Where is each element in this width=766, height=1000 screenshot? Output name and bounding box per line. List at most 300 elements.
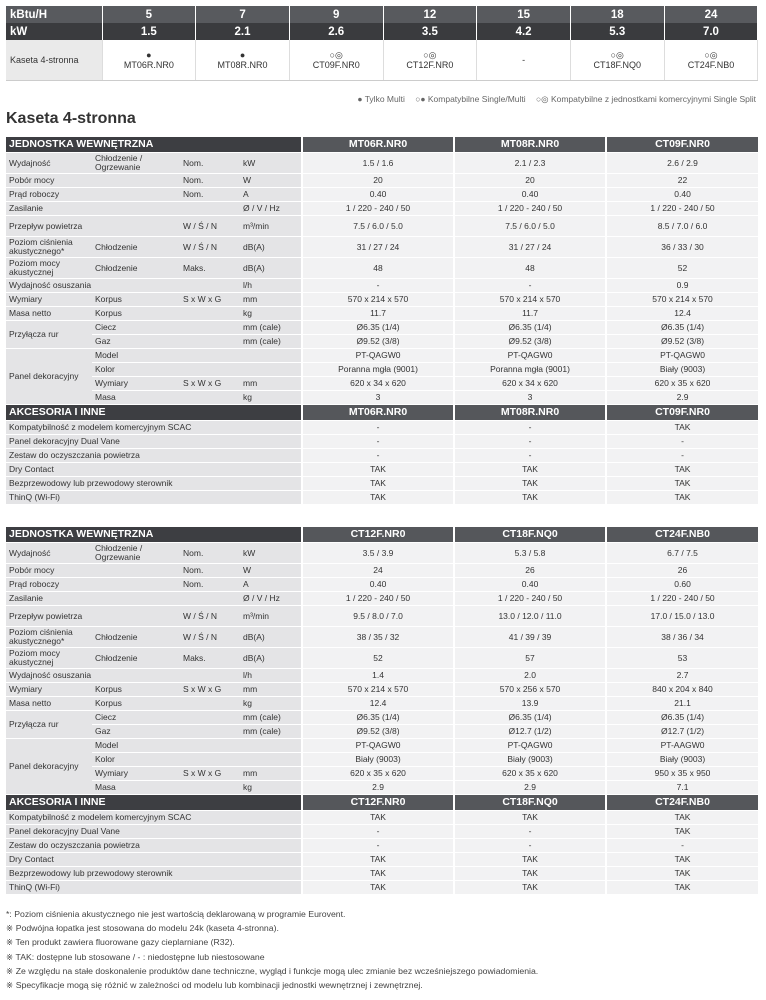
kbtu-value: 15 bbox=[477, 6, 571, 23]
spec-label bbox=[240, 739, 302, 753]
section-title: Kaseta 4-stronna bbox=[6, 110, 136, 127]
spec-value: 1.4 bbox=[302, 669, 454, 683]
spec-value: 840 x 204 x 840 bbox=[606, 683, 758, 697]
spec-label: Korpus bbox=[92, 293, 180, 307]
spec-row bbox=[6, 307, 758, 321]
spec-label: Wydajność osuszania bbox=[6, 669, 92, 683]
accessory-value: TAK bbox=[302, 853, 454, 867]
spec-value: 31 / 27 / 24 bbox=[454, 237, 606, 258]
model-column-header: MT08R.NR0 bbox=[454, 137, 606, 153]
spec-label: mm bbox=[240, 683, 302, 697]
spec-value: Ø6.35 (1/4) bbox=[302, 711, 454, 725]
accessory-value: - bbox=[302, 839, 454, 853]
spec-value: Ø9.52 (3/8) bbox=[606, 335, 758, 349]
kbtu-value: 5 bbox=[102, 6, 196, 23]
spec-label: dB(A) bbox=[240, 648, 302, 669]
accessory-value: TAK bbox=[454, 491, 606, 505]
spec-row bbox=[6, 711, 758, 725]
compat-symbol-icon: ○◎ bbox=[704, 50, 718, 60]
spec-label: Ø / V / Hz bbox=[240, 202, 302, 216]
model-cell bbox=[664, 40, 758, 81]
spec-row bbox=[6, 349, 758, 363]
spec-value: 1 / 220 - 240 / 50 bbox=[454, 202, 606, 216]
spec-label: Chłodzenie / Ogrzewanie bbox=[92, 153, 180, 174]
spec-value: 21.1 bbox=[606, 697, 758, 711]
accessory-value: TAK bbox=[302, 881, 454, 895]
legend-item: ● Tylko Multi bbox=[357, 94, 405, 104]
spec-value: 20 bbox=[454, 174, 606, 188]
footnotes bbox=[6, 907, 758, 992]
spec-value: 570 x 256 x 570 bbox=[454, 683, 606, 697]
spec-label: Nom. bbox=[180, 174, 240, 188]
spec-label: Chłodzenie bbox=[92, 648, 180, 669]
spec-value: 1 / 220 - 240 / 50 bbox=[302, 592, 454, 606]
accessory-value: - bbox=[454, 825, 606, 839]
spec-label: Chłodzenie / Ogrzewanie bbox=[92, 543, 180, 564]
model-cell bbox=[102, 40, 196, 81]
spec-value: Biały (9003) bbox=[454, 753, 606, 767]
spec-label: Chłodzenie bbox=[92, 258, 180, 279]
spec-value: Ø6.35 (1/4) bbox=[302, 321, 454, 335]
kw-value: 1.5 bbox=[102, 23, 196, 40]
compat-symbol-icon: ● bbox=[239, 50, 246, 60]
spec-label bbox=[180, 781, 240, 795]
accessory-value: - bbox=[606, 435, 758, 449]
spec-row bbox=[6, 363, 758, 377]
kbtu-value: 18 bbox=[570, 6, 664, 23]
spec-value: - bbox=[302, 279, 454, 293]
accessory-value: TAK bbox=[302, 463, 454, 477]
spec-label bbox=[92, 592, 180, 606]
model-cell bbox=[289, 40, 383, 81]
spec-value: Biały (9003) bbox=[606, 753, 758, 767]
kw-value: 7.0 bbox=[664, 23, 758, 40]
spec-label bbox=[180, 307, 240, 321]
spec-value: 620 x 34 x 620 bbox=[302, 377, 454, 391]
accessory-row bbox=[6, 463, 758, 477]
spec-value: Ø6.35 (1/4) bbox=[606, 321, 758, 335]
spec-value: 13.0 / 12.0 / 11.0 bbox=[454, 606, 606, 627]
spec-row bbox=[6, 391, 758, 405]
accessories-header-row bbox=[6, 405, 758, 421]
spec-value: 0.9 bbox=[606, 279, 758, 293]
kw-value: 2.6 bbox=[289, 23, 383, 40]
spec-value: 12.4 bbox=[606, 307, 758, 321]
accessory-value: - bbox=[454, 435, 606, 449]
spec-value: 26 bbox=[454, 564, 606, 578]
kbtu-row bbox=[6, 6, 758, 23]
spec-row bbox=[6, 188, 758, 202]
model-cell bbox=[196, 40, 290, 81]
spec-row bbox=[6, 683, 758, 697]
spec-label: mm (cale) bbox=[240, 711, 302, 725]
spec-row bbox=[6, 725, 758, 739]
spec-label: Prąd roboczy bbox=[6, 578, 92, 592]
spec-row bbox=[6, 543, 758, 564]
spec-label bbox=[180, 321, 240, 335]
kbtu-value: 12 bbox=[383, 6, 477, 23]
accessory-value: - bbox=[302, 449, 454, 463]
spec-label: Zasilanie bbox=[6, 592, 92, 606]
spec-row bbox=[6, 578, 758, 592]
spec-row bbox=[6, 767, 758, 781]
spec-value: 0.40 bbox=[454, 578, 606, 592]
spec-label: Chłodzenie bbox=[92, 237, 180, 258]
accessory-label: Bezprzewodowy lub przewodowy sterownik bbox=[6, 477, 302, 491]
spec-label: Przyłącza rur bbox=[6, 711, 92, 739]
model-column-header: CT09F.NR0 bbox=[606, 405, 758, 421]
spec-label: Korpus bbox=[92, 683, 180, 697]
accessory-label: ThinQ (Wi-Fi) bbox=[6, 881, 302, 895]
footnote: ※ TAK: dostępne lub stosowane / - : niedostępne lub niestosowane bbox=[6, 951, 265, 962]
spec-label: W / Ś / N bbox=[180, 216, 240, 237]
indoor-unit-heading: JEDNOSTKA WEWNĘTRZNA bbox=[6, 527, 302, 543]
kbtu-value: 24 bbox=[664, 6, 758, 23]
spec-label: Ciecz bbox=[92, 711, 180, 725]
spec-label bbox=[92, 174, 180, 188]
spec-value: Poranna mgła (9001) bbox=[454, 363, 606, 377]
spec-value: 2.9 bbox=[454, 781, 606, 795]
spec-row bbox=[6, 592, 758, 606]
spec-label: A bbox=[240, 188, 302, 202]
spec-value: 48 bbox=[302, 258, 454, 279]
accessory-label: Dry Contact bbox=[6, 853, 302, 867]
spec-row bbox=[6, 377, 758, 391]
capacity-table bbox=[6, 6, 758, 81]
spec-label bbox=[240, 753, 302, 767]
spec-value: 570 x 214 x 570 bbox=[454, 293, 606, 307]
compatibility-legend bbox=[349, 94, 756, 105]
spec-label: Masa netto bbox=[6, 307, 92, 321]
spec-value: 12.4 bbox=[302, 697, 454, 711]
accessory-value: - bbox=[302, 825, 454, 839]
spec-label bbox=[180, 279, 240, 293]
model-name: CT18F.NQ0 bbox=[593, 60, 642, 70]
spec-label bbox=[180, 202, 240, 216]
accessory-value: - bbox=[454, 839, 606, 853]
spec-value: - bbox=[454, 279, 606, 293]
spec-label: Panel dekoracyjny bbox=[6, 739, 92, 795]
accessory-row bbox=[6, 881, 758, 895]
spec-row bbox=[6, 279, 758, 293]
accessory-value: TAK bbox=[606, 881, 758, 895]
accessory-row bbox=[6, 491, 758, 505]
spec-label: S x W x G bbox=[180, 377, 240, 391]
spec-value: 48 bbox=[454, 258, 606, 279]
spec-value: PT-QAGW0 bbox=[606, 349, 758, 363]
spec-row bbox=[6, 697, 758, 711]
spec-value: 1 / 220 - 240 / 50 bbox=[302, 202, 454, 216]
accessory-value: TAK bbox=[606, 477, 758, 491]
accessory-row bbox=[6, 449, 758, 463]
spec-value: 31 / 27 / 24 bbox=[302, 237, 454, 258]
spec-row bbox=[6, 564, 758, 578]
spec-row bbox=[6, 202, 758, 216]
model-cell bbox=[477, 40, 571, 81]
accessory-value: TAK bbox=[454, 867, 606, 881]
spec-value: 38 / 35 / 32 bbox=[302, 627, 454, 648]
accessory-value: - bbox=[302, 435, 454, 449]
accessory-value: TAK bbox=[606, 825, 758, 839]
spec-label: Nom. bbox=[180, 153, 240, 174]
spec-value: 1.5 / 1.6 bbox=[302, 153, 454, 174]
spec-label bbox=[180, 739, 240, 753]
spec-value: 0.40 bbox=[606, 188, 758, 202]
spec-value: 570 x 214 x 570 bbox=[606, 293, 758, 307]
spec-value: 7.5 / 6.0 / 5.0 bbox=[454, 216, 606, 237]
spec-value: 3 bbox=[454, 391, 606, 405]
kbtu-label: kBtu/H bbox=[6, 6, 102, 23]
accessory-value: TAK bbox=[454, 463, 606, 477]
model-cell bbox=[383, 40, 477, 81]
spec-label: kg bbox=[240, 307, 302, 321]
spec-value: 1 / 220 - 240 / 50 bbox=[606, 202, 758, 216]
accessory-value: - bbox=[606, 839, 758, 853]
spec-row bbox=[6, 753, 758, 767]
kw-label: kW bbox=[6, 23, 102, 40]
kw-value: 4.2 bbox=[477, 23, 571, 40]
spec-label: dB(A) bbox=[240, 258, 302, 279]
model-name: CT24F.NB0 bbox=[687, 60, 735, 70]
spec-value: Biały (9003) bbox=[302, 753, 454, 767]
spec-label: Ø / V / Hz bbox=[240, 592, 302, 606]
kw-value: 3.5 bbox=[383, 23, 477, 40]
spec-label: Wymiary bbox=[6, 293, 92, 307]
spec-label: dB(A) bbox=[240, 627, 302, 648]
footnote: ※ Podwójna łopatka jest stosowana do modelu 24k (kaseta 4-stronna). bbox=[6, 923, 279, 934]
accessory-label: Kompatybilność z modelem komercyjnym SCAC bbox=[6, 811, 302, 825]
spec-label: Poziom mocy akustycznej bbox=[6, 648, 92, 669]
spec-label bbox=[92, 188, 180, 202]
compat-symbol-icon: ○◎ bbox=[423, 50, 437, 60]
spec-value: 11.7 bbox=[302, 307, 454, 321]
spec-value: Ø6.35 (1/4) bbox=[606, 711, 758, 725]
accessory-row bbox=[6, 867, 758, 881]
spec-label: Przyłącza rur bbox=[6, 321, 92, 349]
accessory-label: ThinQ (Wi-Fi) bbox=[6, 491, 302, 505]
spec-label bbox=[92, 216, 180, 237]
spec-value: Ø9.52 (3/8) bbox=[302, 725, 454, 739]
spec-value: 0.60 bbox=[606, 578, 758, 592]
spec-label: W / Ś / N bbox=[180, 606, 240, 627]
spec-label bbox=[180, 711, 240, 725]
spec-value: 52 bbox=[302, 648, 454, 669]
spec-label: S x W x G bbox=[180, 767, 240, 781]
spec-value: 17.0 / 15.0 / 13.0 bbox=[606, 606, 758, 627]
spec-value: Biały (9003) bbox=[606, 363, 758, 377]
spec-label: W bbox=[240, 174, 302, 188]
spec-value: 38 / 36 / 34 bbox=[606, 627, 758, 648]
kw-value: 5.3 bbox=[570, 23, 664, 40]
spec-value: Ø12.7 (1/2) bbox=[454, 725, 606, 739]
spec-value: 26 bbox=[606, 564, 758, 578]
accessory-value: TAK bbox=[606, 867, 758, 881]
spec-row bbox=[6, 781, 758, 795]
spec-label bbox=[92, 606, 180, 627]
spec-label: mm bbox=[240, 767, 302, 781]
accessory-value: TAK bbox=[454, 477, 606, 491]
spec-row bbox=[6, 648, 758, 669]
accessory-value: TAK bbox=[454, 881, 606, 895]
accessory-value: TAK bbox=[302, 811, 454, 825]
spec-table-2 bbox=[6, 527, 758, 895]
spec-label: Pobór mocy bbox=[6, 564, 92, 578]
compat-symbol-icon: ● bbox=[146, 50, 152, 60]
accessory-row bbox=[6, 477, 758, 491]
spec-label: Model bbox=[92, 739, 180, 753]
spec-label: Przepływ powietrza bbox=[6, 606, 92, 627]
spec-label bbox=[180, 391, 240, 405]
spec-value: Ø6.35 (1/4) bbox=[454, 321, 606, 335]
spec-value: 2.7 bbox=[606, 669, 758, 683]
model-column-header: MT06R.NR0 bbox=[302, 137, 454, 153]
spec-label: dB(A) bbox=[240, 237, 302, 258]
spec-label bbox=[180, 753, 240, 767]
accessories-header-row bbox=[6, 795, 758, 811]
spec-value: PT-AAGW0 bbox=[606, 739, 758, 753]
model-column-header: CT09F.NR0 bbox=[606, 137, 758, 153]
accessory-value: TAK bbox=[302, 867, 454, 881]
model-column-header: CT12F.NR0 bbox=[302, 795, 454, 811]
accessory-row bbox=[6, 853, 758, 867]
spec-row bbox=[6, 237, 758, 258]
spec-label: Wydajność bbox=[6, 153, 92, 174]
accessory-label: Zestaw do oczyszczania powietrza bbox=[6, 839, 302, 853]
spec-label: Nom. bbox=[180, 564, 240, 578]
spec-label: Prąd roboczy bbox=[6, 188, 92, 202]
accessories-heading: AKCESORIA I INNE bbox=[6, 405, 302, 421]
spec-label: kg bbox=[240, 391, 302, 405]
spec-value: 620 x 35 x 620 bbox=[302, 767, 454, 781]
spec-label: m³/min bbox=[240, 606, 302, 627]
model-column-header: CT18F.NQ0 bbox=[454, 527, 606, 543]
spec-value: 0.40 bbox=[454, 188, 606, 202]
spec-row bbox=[6, 258, 758, 279]
spec-value: 2.9 bbox=[606, 391, 758, 405]
spec-label: Chłodzenie bbox=[92, 627, 180, 648]
kw-value: 2.1 bbox=[196, 23, 290, 40]
spec-label: Przepływ powietrza bbox=[6, 216, 92, 237]
footnote: *: Poziom ciśnienia akustycznego nie jest wartością deklarowaną w programie Eurovent. bbox=[6, 909, 346, 919]
model-row-label: Kaseta 4-stronna bbox=[6, 40, 102, 81]
spec-row bbox=[6, 669, 758, 683]
spec-label: Wymiary bbox=[92, 377, 180, 391]
accessory-value: - bbox=[454, 449, 606, 463]
spec-value: 11.7 bbox=[454, 307, 606, 321]
spec-value: Poranna mgła (9001) bbox=[302, 363, 454, 377]
spec-value: 2.6 / 2.9 bbox=[606, 153, 758, 174]
kbtu-value: 9 bbox=[289, 6, 383, 23]
model-name: MT08R.NR0 bbox=[217, 60, 268, 70]
model-column-header: CT24F.NB0 bbox=[606, 795, 758, 811]
spec-label: W / Ś / N bbox=[180, 627, 240, 648]
model-column-header: CT24F.NB0 bbox=[606, 527, 758, 543]
spec-value: 570 x 214 x 570 bbox=[302, 293, 454, 307]
spec-row bbox=[6, 216, 758, 237]
spec-row bbox=[6, 606, 758, 627]
spec-label bbox=[92, 564, 180, 578]
spec-label: Masa netto bbox=[6, 697, 92, 711]
spec-label: mm (cale) bbox=[240, 321, 302, 335]
spec-value: Ø9.52 (3/8) bbox=[302, 335, 454, 349]
spec-label bbox=[240, 363, 302, 377]
spec-value: 5.3 / 5.8 bbox=[454, 543, 606, 564]
accessory-label: Bezprzewodowy lub przewodowy sterownik bbox=[6, 867, 302, 881]
model-row bbox=[6, 40, 758, 81]
spec-label bbox=[92, 669, 180, 683]
spec-label: Ciecz bbox=[92, 321, 180, 335]
spec-row bbox=[6, 153, 758, 174]
spec-label: Nom. bbox=[180, 578, 240, 592]
model-name: CT09F.NR0 bbox=[312, 60, 360, 70]
spec-label: Wymiary bbox=[6, 683, 92, 697]
spec-label: Nom. bbox=[180, 543, 240, 564]
accessory-value: TAK bbox=[606, 463, 758, 477]
accessory-value: TAK bbox=[606, 811, 758, 825]
spec-label bbox=[180, 725, 240, 739]
model-column-header: CT18F.NQ0 bbox=[454, 795, 606, 811]
spec-label: Zasilanie bbox=[6, 202, 92, 216]
spec-label: kg bbox=[240, 697, 302, 711]
accessory-value: TAK bbox=[606, 853, 758, 867]
accessory-row bbox=[6, 839, 758, 853]
kw-row bbox=[6, 23, 758, 40]
spec-label: S x W x G bbox=[180, 293, 240, 307]
spec-row bbox=[6, 335, 758, 349]
spec-value: 41 / 39 / 39 bbox=[454, 627, 606, 648]
accessory-row bbox=[6, 811, 758, 825]
spec-label: Panel dekoracyjny bbox=[6, 349, 92, 405]
spec-label bbox=[180, 363, 240, 377]
model-name: CT12F.NR0 bbox=[406, 60, 454, 70]
spec-label: Model bbox=[92, 349, 180, 363]
spec-label: Korpus bbox=[92, 697, 180, 711]
spec-value: Ø12.7 (1/2) bbox=[606, 725, 758, 739]
spec-value: 3 bbox=[302, 391, 454, 405]
spec-value: 8.5 / 7.0 / 6.0 bbox=[606, 216, 758, 237]
compat-symbol-icon: ○◎ bbox=[329, 50, 343, 60]
spec-value: 24 bbox=[302, 564, 454, 578]
model-name: MT06R.NR0 bbox=[123, 60, 174, 70]
spec-value: 0.40 bbox=[302, 578, 454, 592]
spec-value: 7.1 bbox=[606, 781, 758, 795]
spec-value: 53 bbox=[606, 648, 758, 669]
spec-value: 52 bbox=[606, 258, 758, 279]
spec-label: Gaz bbox=[92, 335, 180, 349]
spec-row bbox=[6, 293, 758, 307]
accessory-label: Kompatybilność z modelem komercyjnym SCAC bbox=[6, 421, 302, 435]
spec-label: Nom. bbox=[180, 188, 240, 202]
spec-label bbox=[92, 578, 180, 592]
spec-value: 620 x 35 x 620 bbox=[454, 767, 606, 781]
spec-label bbox=[180, 335, 240, 349]
spec-value: 2.9 bbox=[302, 781, 454, 795]
spec-label: mm (cale) bbox=[240, 335, 302, 349]
spec-label: Wydajność bbox=[6, 543, 92, 564]
accessory-row bbox=[6, 421, 758, 435]
model-column-header: MT06R.NR0 bbox=[302, 405, 454, 421]
spec-table-1 bbox=[6, 137, 758, 505]
spec-row bbox=[6, 739, 758, 753]
accessory-value: TAK bbox=[302, 477, 454, 491]
accessory-value: - bbox=[454, 421, 606, 435]
spec-label: mm (cale) bbox=[240, 725, 302, 739]
spec-row bbox=[6, 321, 758, 335]
spec-label: Poziom ciśnienia akustycznego* bbox=[6, 237, 92, 258]
spec-label: Korpus bbox=[92, 307, 180, 321]
spec-value: 570 x 214 x 570 bbox=[302, 683, 454, 697]
spec-value: 2.1 / 2.3 bbox=[454, 153, 606, 174]
